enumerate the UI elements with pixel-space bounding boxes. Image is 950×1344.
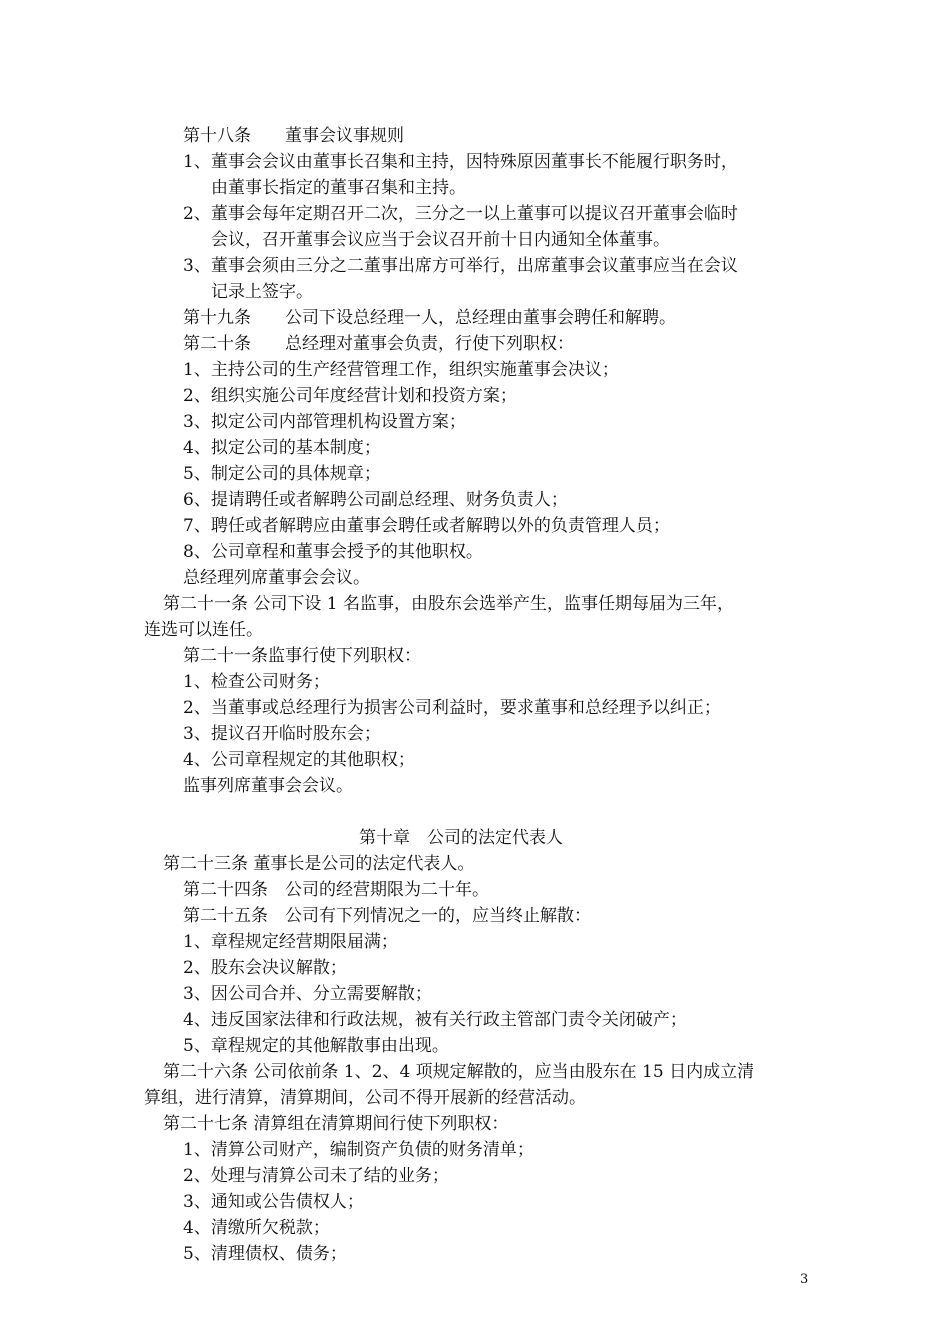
article-20-item: 5、制定公司的具体规章； — [183, 464, 381, 484]
article-21b-heading: 第二十一条监事行使下列职权： — [183, 646, 421, 666]
article-27-heading: 第二十七条 清算组在清算期间行使下列职权： — [163, 1114, 509, 1134]
article-25-item: 5、章程规定的其他解散事由出现。 — [183, 1036, 449, 1056]
article-20-item: 1、主持公司的生产经营管理工作，组织实施董事会决议； — [183, 360, 619, 380]
article-24: 第二十四条 公司的经营期限为二十年。 — [183, 880, 489, 900]
article-21b-item: 4、公司章程规定的其他职权； — [183, 750, 415, 770]
article-25-item: 1、章程规定经营期限届满； — [183, 932, 398, 952]
article-27-item: 4、清缴所欠税款； — [183, 1218, 330, 1238]
article-25-item: 2、股东会决议解散； — [183, 958, 347, 978]
article-27-item: 2、处理与清算公司未了结的业务； — [183, 1166, 449, 1186]
article-25-heading: 第二十五条 公司有下列情况之一的，应当终止解散： — [183, 906, 591, 926]
article-18-item-1: 1、董事会会议由董事长召集和主持，因特殊原因董事长不能履行职务时， — [183, 152, 738, 172]
article-19: 第十九条 公司下设总经理一人，总经理由董事会聘任和解聘。 — [183, 308, 676, 328]
article-26-line-2: 算组，进行清算，清算期间，公司不得开展新的经营活动。 — [144, 1088, 586, 1108]
page-number: 3 — [800, 1272, 809, 1287]
article-20-item: 8、公司章程和董事会授予的其他职权。 — [183, 542, 483, 562]
article-18-item-3: 3、董事会须由三分之二董事出席方可举行，出席董事会议董事应当在会议 — [183, 256, 738, 276]
article-18-heading: 第十八条 董事会议事规则 — [183, 126, 404, 146]
article-27-item: 5、清理债权、债务； — [183, 1244, 347, 1264]
article-25-item: 3、因公司合并、分立需要解散； — [183, 984, 432, 1004]
article-25-item: 4、违反国家法律和行政法规，被有关行政主管部门责令关闭破产； — [183, 1010, 687, 1030]
article-21a-line-2: 连选可以连任。 — [144, 620, 263, 640]
article-21b-item: 3、提议召开临时股东会； — [183, 724, 381, 744]
article-20-note: 总经理列席董事会会议。 — [183, 568, 370, 588]
article-21b-note: 监事列席董事会会议。 — [183, 776, 353, 796]
article-21b-item: 1、检查公司财务； — [183, 672, 330, 692]
chapter-10-title: 第十章 公司的法定代表人 — [359, 828, 563, 848]
article-23: 第二十三条 董事长是公司的法定代表人。 — [163, 854, 475, 874]
article-27-item: 1、清算公司财产，编制资产负债的财务清单； — [183, 1140, 534, 1160]
article-20-item: 2、组织实施公司年度经营计划和投资方案； — [183, 386, 517, 406]
article-20-item: 7、聘任或者解聘应由董事会聘任或者解聘以外的负责管理人员； — [183, 516, 670, 536]
article-18-item-2-cont: 会议，召开董事会议应当于会议召开前十日内通知全体董事。 — [211, 230, 670, 250]
article-18-item-2: 2、董事会每年定期召开二次，三分之一以上董事可以提议召开董事会临时 — [183, 204, 738, 224]
article-21a-line-1: 第二十一条 公司下设 1 名监事，由股东会选举产生，监事任期每届为三年， — [163, 594, 735, 614]
article-20-item: 3、拟定公司内部管理机构设置方案； — [183, 412, 466, 432]
article-20-item: 6、提请聘任或者解聘公司副总经理、财务负责人； — [183, 490, 568, 510]
article-20-heading: 第二十条 总经理对董事会负责，行使下列职权： — [183, 334, 574, 354]
article-18-item-1-cont: 由董事长指定的董事召集和主持。 — [211, 178, 466, 198]
article-20-item: 4、拟定公司的基本制度； — [183, 438, 381, 458]
article-18-item-3-cont: 记录上签字。 — [211, 282, 313, 302]
article-26-line-1: 第二十六条 公司依前条 1、2、4 项规定解散的，应当由股东在 15 日内成立清 — [163, 1062, 755, 1082]
article-27-item: 3、通知或公告债权人； — [183, 1192, 364, 1212]
article-21b-item: 2、当董事或总经理行为损害公司利益时，要求董事和总经理予以纠正； — [183, 698, 721, 718]
